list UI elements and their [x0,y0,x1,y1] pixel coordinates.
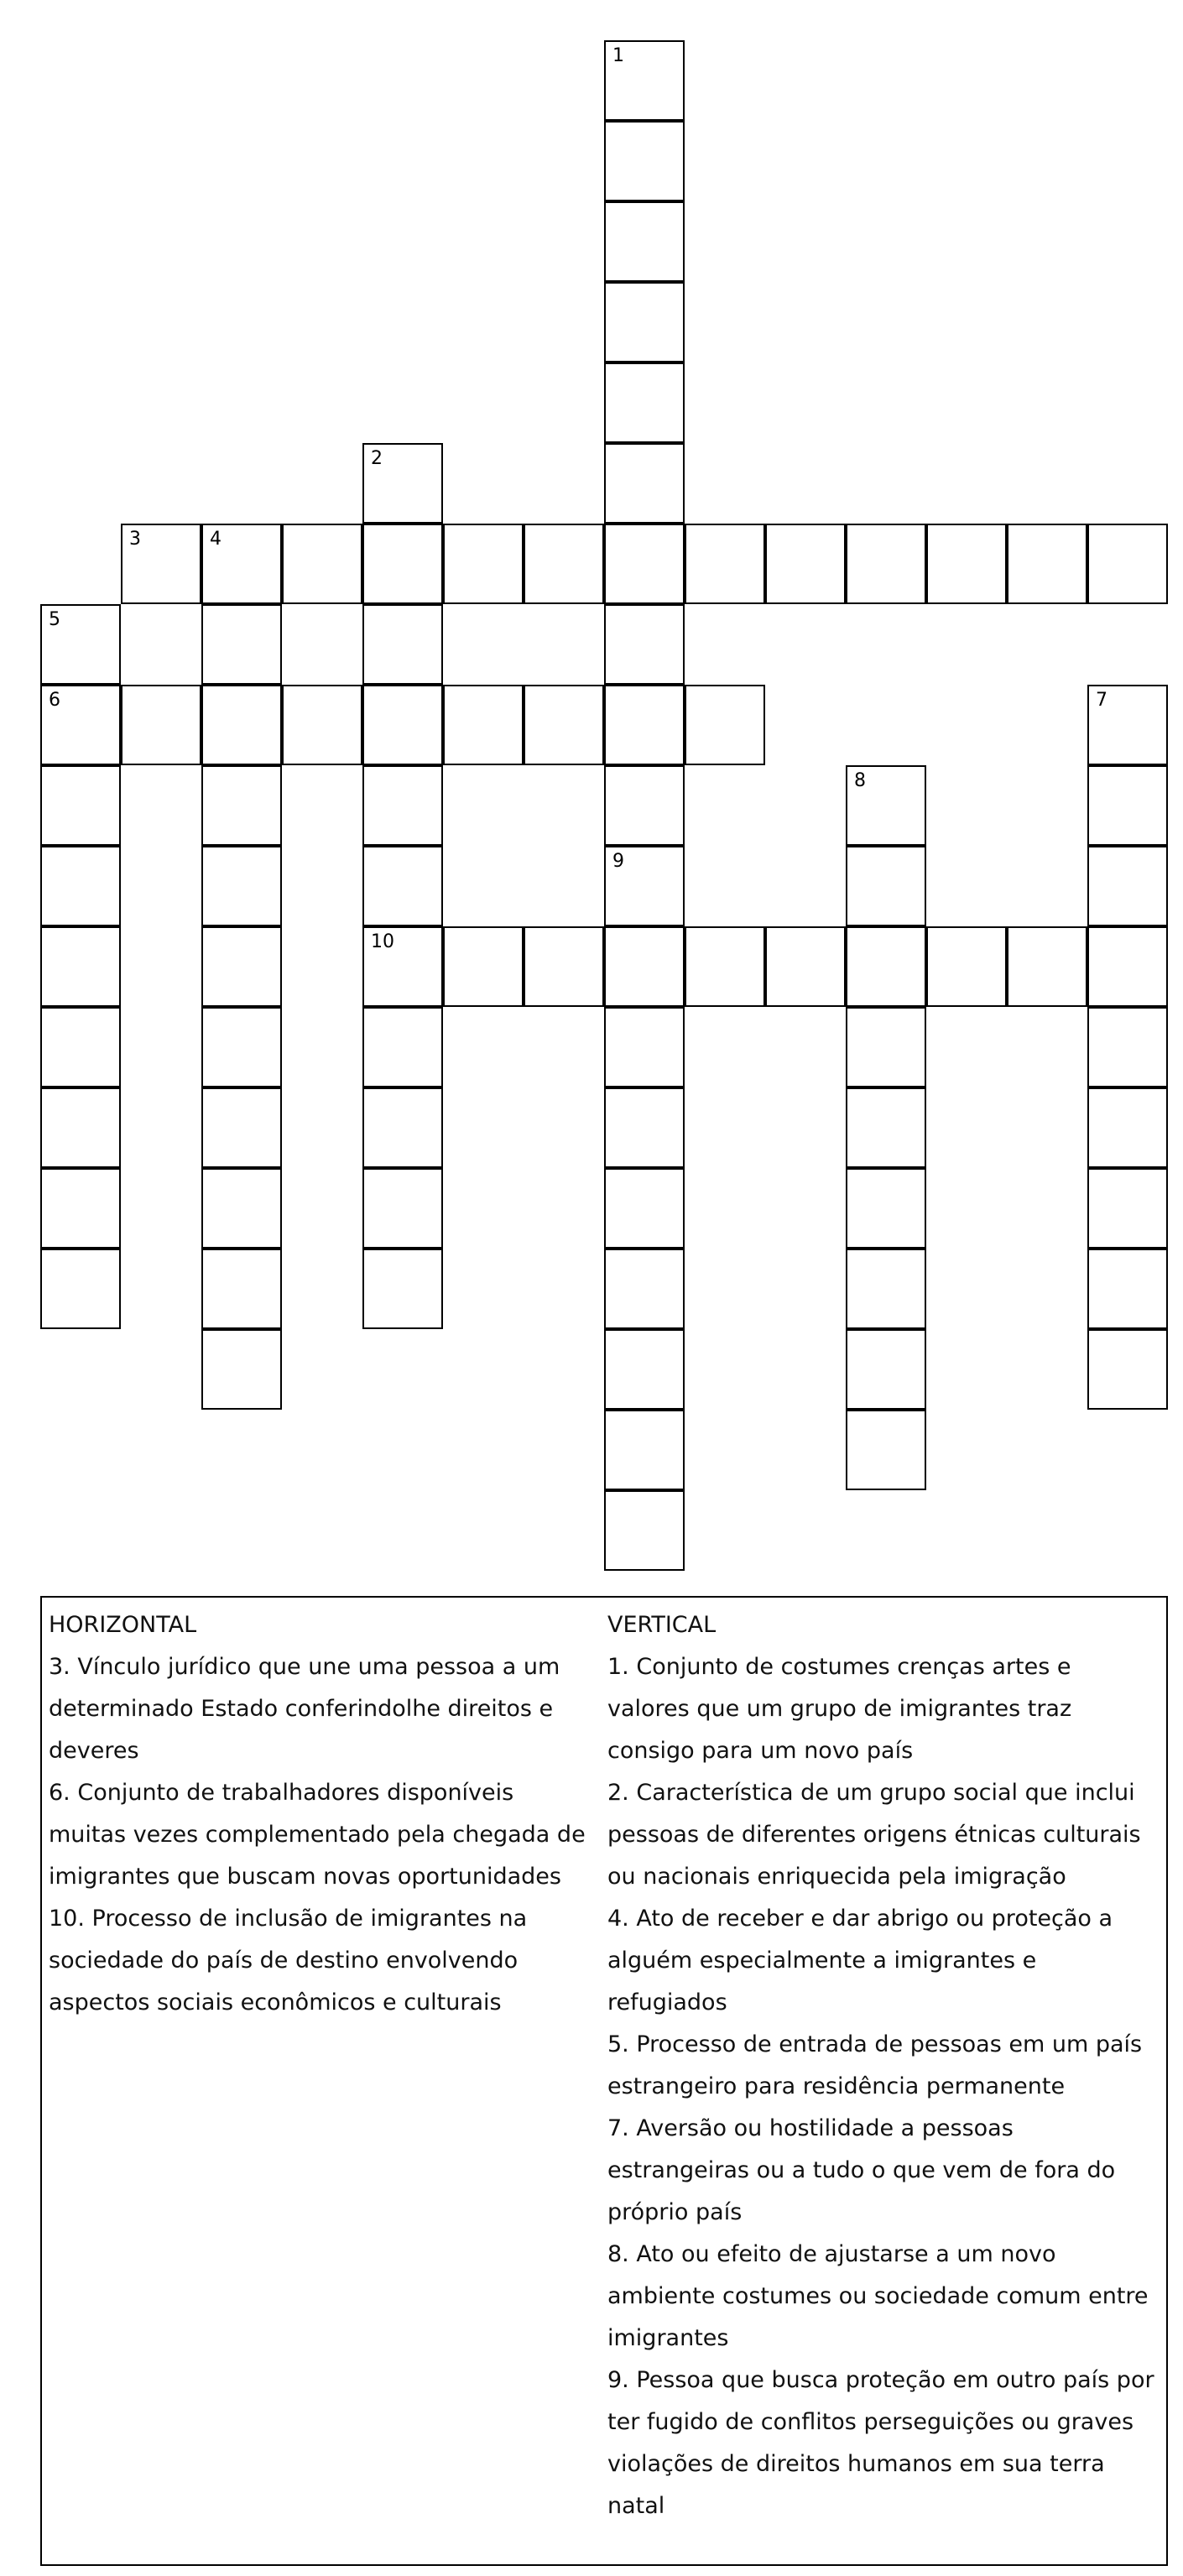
crossword-cell[interactable] [40,604,121,685]
crossword-cell[interactable] [1087,685,1168,765]
clue-across-10 [49,1898,594,2024]
crossword-cell[interactable] [604,1249,685,1329]
crossword-cell[interactable] [40,926,121,1007]
clue-line: 6. Conjunto de trabalhadores disponíveis [49,1780,514,1806]
crossword-cell[interactable] [604,362,685,443]
crossword-cell[interactable] [604,926,685,1007]
clue-number: 9 [612,851,624,872]
crossword-cell[interactable] [1087,524,1168,604]
clue-line: aspectos sociais econômicos e culturais [49,1989,502,2015]
clue-line: ter fugido de conflitos perseguições ou graves [607,2409,1134,2435]
crossword-cell[interactable] [40,765,121,846]
crossword-cell[interactable] [443,926,524,1007]
clue-number: 6 [49,690,60,711]
crossword-cell[interactable] [201,1168,282,1249]
crossword-cell[interactable] [1087,1249,1168,1329]
crossword-cell[interactable] [524,524,604,604]
crossword-cell[interactable] [604,765,685,846]
crossword-cell[interactable] [604,40,685,121]
crossword-cell[interactable] [362,1087,443,1168]
crossword-cell[interactable] [604,846,685,926]
crossword-cell[interactable] [1087,1087,1168,1168]
crossword-cell[interactable] [604,282,685,362]
crossword-cell[interactable] [443,685,524,765]
clue-line: 7. Aversão ou hostilidade a pessoas [607,2115,1014,2141]
crossword-cell[interactable] [121,524,201,604]
crossword-cell[interactable] [362,926,443,1007]
clue-number: 8 [854,770,866,791]
crossword-cell[interactable] [282,685,362,765]
crossword-cell[interactable] [1087,1168,1168,1249]
clue-line: violações de direitos humanos em sua terra [607,2451,1105,2477]
clue-line: 5. Processo de entrada de pessoas em um país [607,2031,1143,2057]
clue-down-2 [607,1772,1165,1898]
crossword-cell[interactable] [40,1087,121,1168]
crossword-cell[interactable] [201,685,282,765]
crossword-cell[interactable] [604,201,685,282]
clue-line: deveres [49,1738,139,1764]
clue-number: 1 [612,45,624,66]
clue-line: sociedade do país de destino envolvendo [49,1948,519,1974]
clue-line: 10. Processo de inclusão de imigrantes na [49,1906,528,1932]
crossword-cell[interactable] [443,524,524,604]
crossword-cell[interactable] [1007,926,1087,1007]
clue-number: 3 [129,529,141,550]
crossword-cell[interactable] [604,1490,685,1571]
clue-number: 4 [210,529,221,550]
crossword-cell[interactable] [604,604,685,685]
clue-line: 4. Ato de receber e dar abrigo ou proteção a [607,1906,1113,1932]
horizontal-heading: HORIZONTAL [49,1612,197,1638]
crossword-cell[interactable] [765,524,846,604]
crossword-cell[interactable] [362,1168,443,1249]
crossword-cell[interactable] [604,1329,685,1410]
vertical-heading: VERTICAL [607,1612,717,1638]
crossword-cell[interactable] [685,685,765,765]
clue-line: 8. Ato ou efeito de ajustarse a um novo [607,2241,1056,2267]
crossword-cell[interactable] [201,1007,282,1087]
crossword-cell[interactable] [604,1168,685,1249]
crossword-cell[interactable] [1087,765,1168,846]
clue-down-1 [607,1646,1165,1772]
crossword-cell[interactable] [846,1168,926,1249]
crossword-cell[interactable] [201,604,282,685]
crossword-cell[interactable] [846,524,926,604]
clue-line: imigrantes [607,2325,729,2351]
clue-line: 9. Pessoa que busca proteção em outro país por [607,2367,1154,2393]
crossword-cell[interactable] [604,443,685,524]
crossword-cell[interactable] [604,121,685,201]
crossword-cell[interactable] [40,1007,121,1087]
crossword-cell[interactable] [846,1249,926,1329]
crossword-cell[interactable] [524,926,604,1007]
clue-number: 5 [49,609,60,630]
crossword-cell[interactable] [201,765,282,846]
crossword-cell[interactable] [282,524,362,604]
crossword-cell[interactable] [604,685,685,765]
clue-number: 2 [371,448,383,469]
clue-line: 1. Conjunto de costumes crenças artes e [607,1654,1071,1680]
clue-line: refugiados [607,1989,727,2015]
clue-line: determinado Estado conferindolhe direitos e [49,1696,554,1722]
crossword-cell[interactable] [201,1087,282,1168]
clues-box [40,1596,1168,2566]
crossword-cell[interactable] [362,1249,443,1329]
clue-line: estrangeiras ou a tudo o que vem de fora do [607,2157,1116,2183]
crossword-cell[interactable] [846,1007,926,1087]
clue-line: muitas vezes complementado pela chegada de [49,1822,586,1848]
crossword-cell[interactable] [926,524,1007,604]
crossword-cell[interactable] [604,524,685,604]
clue-line: imigrantes que buscam novas oportunidades [49,1864,561,1890]
clue-number: 7 [1096,690,1107,711]
clue-line: ou nacionais enriquecida pela imigração [607,1864,1066,1890]
clue-line: pessoas de diferentes origens étnicas culturais [607,1822,1141,1848]
crossword-cell[interactable] [362,685,443,765]
horizontal-clues [49,1604,594,2024]
clue-across-6 [49,1772,594,1898]
crossword-cell[interactable] [685,524,765,604]
crossword-cell[interactable] [40,1168,121,1249]
crossword-cell[interactable] [1087,1007,1168,1087]
crossword-cell[interactable] [362,765,443,846]
vertical-clues [607,1604,1165,2527]
crossword-cell[interactable] [685,926,765,1007]
crossword-cell[interactable] [201,846,282,926]
crossword-cell[interactable] [604,1410,685,1490]
crossword-cell[interactable] [524,685,604,765]
crossword-cell[interactable] [362,604,443,685]
crossword-cell[interactable] [846,765,926,846]
clue-line: estrangeiro para residência permanente [607,2073,1066,2099]
clue-line: ambiente costumes ou sociedade comum entre [607,2283,1149,2309]
crossword-cell[interactable] [201,1329,282,1410]
crossword-cell[interactable] [121,685,201,765]
crossword-cell[interactable] [604,1007,685,1087]
clue-line: alguém especialmente a imigrantes e [607,1948,1037,1974]
crossword-cell[interactable] [40,846,121,926]
clue-down-4 [607,1898,1165,2024]
crossword-cell[interactable] [604,1087,685,1168]
crossword-cell[interactable] [40,685,121,765]
clue-line: 3. Vínculo jurídico que une uma pessoa a um [49,1654,560,1680]
clue-line: 2. Característica de um grupo social que inclui [607,1780,1135,1806]
crossword-cell[interactable] [362,1007,443,1087]
clue-across-3 [49,1646,594,1772]
clue-line: próprio país [607,2199,743,2225]
crossword-cell[interactable] [846,846,926,926]
crossword-cell[interactable] [362,846,443,926]
clue-down-5 [607,2024,1165,2108]
crossword-cell[interactable] [1087,1329,1168,1410]
crossword-cell[interactable] [1087,846,1168,926]
clue-down-9 [607,2360,1165,2527]
crossword-cell[interactable] [362,443,443,524]
crossword-cell[interactable] [765,926,846,1007]
clue-line: natal [607,2493,665,2519]
clue-down-8 [607,2234,1165,2360]
crossword-cell[interactable] [846,1329,926,1410]
crossword-cell[interactable] [846,1410,926,1490]
clue-number: 10 [371,931,394,952]
crossword-cell[interactable] [1087,926,1168,1007]
clue-line: consigo para um novo país [607,1738,914,1764]
crossword-cell[interactable] [201,524,282,604]
crossword-cell[interactable] [1007,524,1087,604]
crossword-cell[interactable] [926,926,1007,1007]
crossword-cell[interactable] [201,1249,282,1329]
crossword-cell[interactable] [40,1249,121,1329]
clue-line: valores que um grupo de imigrantes traz [607,1696,1072,1722]
clue-down-7 [607,2108,1165,2234]
crossword-cell[interactable] [362,524,443,604]
crossword-cell[interactable] [846,926,926,1007]
crossword-cell[interactable] [201,926,282,1007]
crossword-cell[interactable] [846,1087,926,1168]
